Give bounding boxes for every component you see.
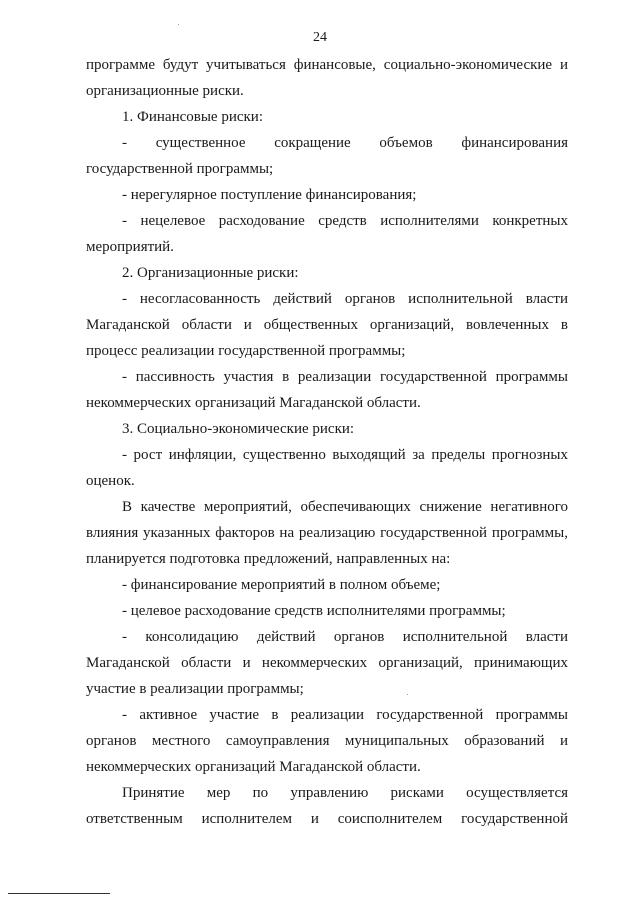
paragraph-risk-management: Принятие мер по управлению рисками осуществляется ответственным исполнителем и соисполнителем государственной — [86, 785, 568, 827]
list-item: - рост инфляции, существенно выходящий за пределы прогнозных оценок. — [86, 447, 568, 489]
heading-organizational-risks: 2. Организационные риски: — [122, 265, 299, 281]
list-item: - финансирование мероприятий в полном объеме; — [122, 577, 441, 593]
scan-speck — [407, 694, 408, 695]
heading-socioeconomic-risks: 3. Социально-экономические риски: — [122, 421, 355, 437]
list-item: - существенное сокращение объемов финансирования государственной программы; — [86, 135, 568, 177]
paragraph-measures-intro: В качестве мероприятий, обеспечивающих снижение негативного влияния указанных факторов на реализацию государственной программы, планируется подготовка предложений, направленных на: — [86, 499, 568, 567]
paragraph-continuation: программе будут учитываться финансовые, социально-экономические и организационные риски. — [86, 57, 568, 99]
heading-financial-risks: 1. Финансовые риски: — [122, 109, 263, 125]
list-item: - несогласованность действий органов исполнительной власти Магаданской области и общественных организаций, вовлеченных в процесс реализации государственной программы; — [86, 291, 568, 359]
scan-speck — [178, 24, 179, 25]
document-body — [86, 52, 568, 832]
footnote-rule — [8, 893, 110, 894]
list-item: - консолидацию действий органов исполнительной власти Магаданской области и некоммерческих организаций, принимающих участие в реализации программы; — [86, 629, 568, 697]
list-item: - нецелевое расходование средств исполнителями конкретных мероприятий. — [86, 213, 568, 255]
list-item: - активное участие в реализации государственной программы органов местного самоуправления муниципальных образований и некоммерческих организаций Магаданской области. — [86, 707, 568, 775]
list-item: - целевое расходование средств исполнителями программы; — [122, 603, 506, 619]
page-number: 24 — [313, 30, 327, 45]
list-item: - нерегулярное поступление финансирования; — [122, 187, 417, 203]
list-item: - пассивность участия в реализации государственной программы некоммерческих организаций Магаданской области. — [86, 369, 568, 411]
